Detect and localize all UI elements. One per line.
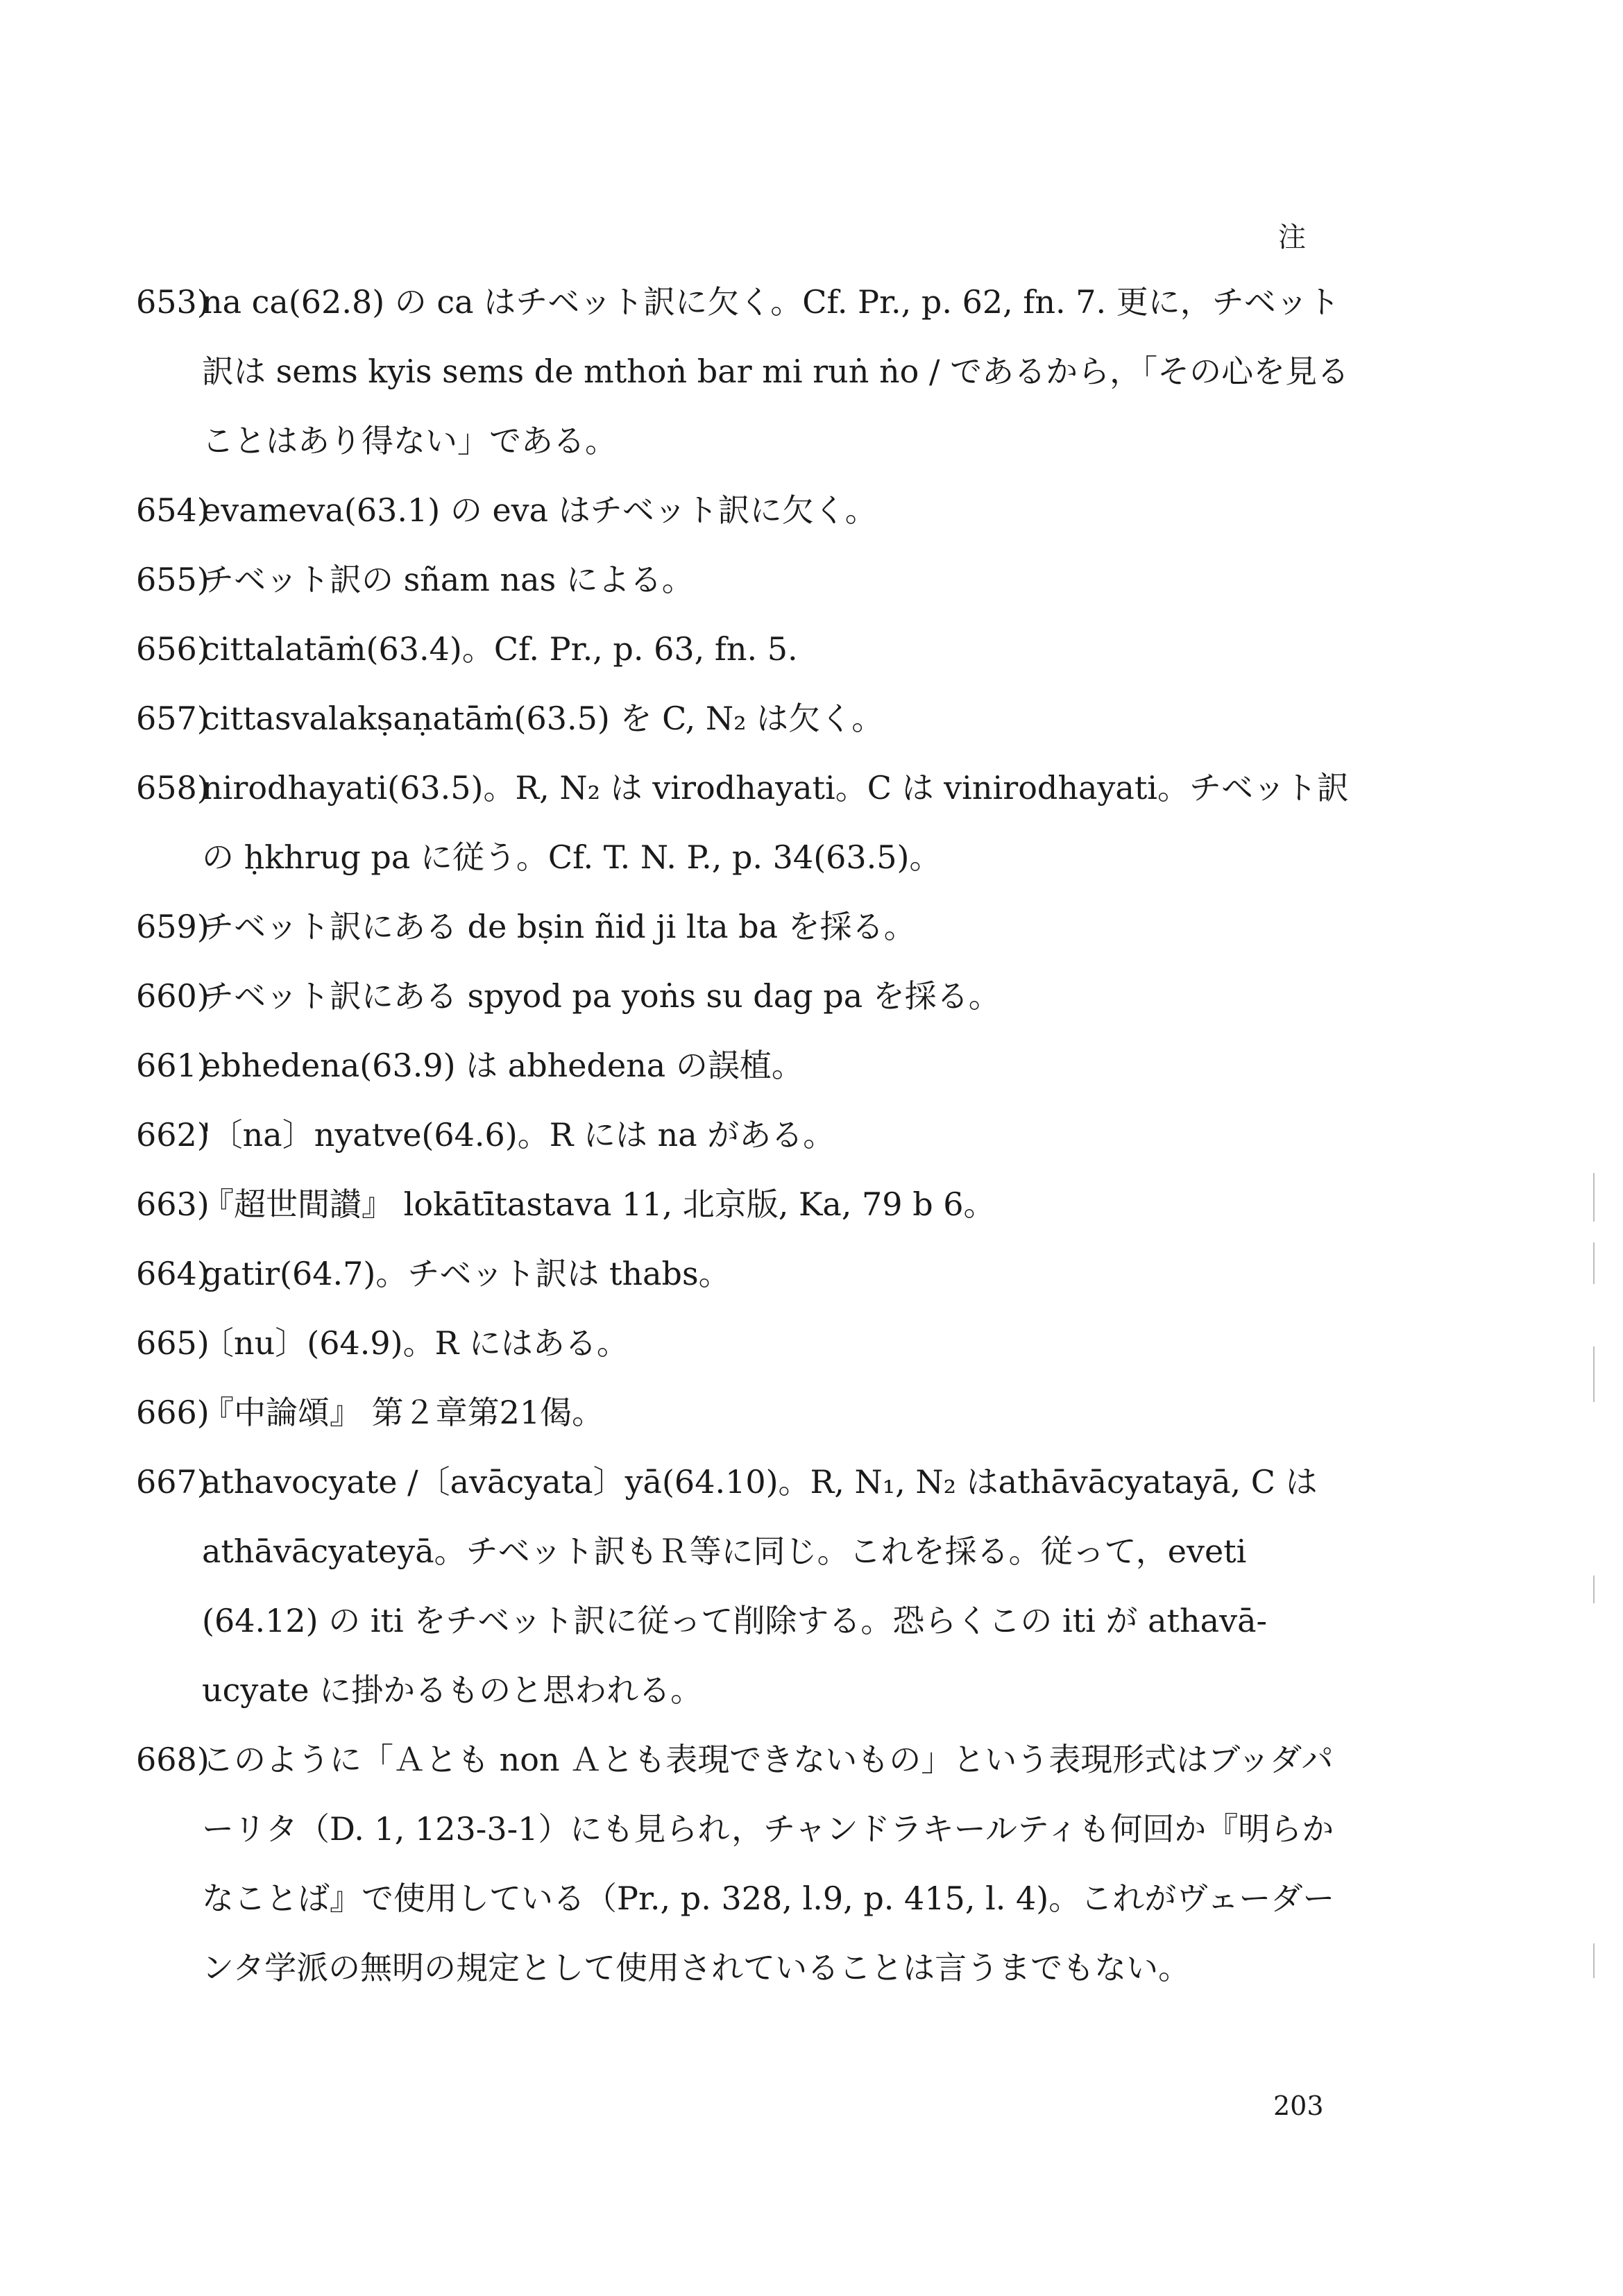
note-text: athavocyate /〔avācyata〕yā(64.10)。R, N₁, N₂ はathāvācyatayā, C は athāvācyateyā。チベット訳もＲ等に同じ。これを採る。従って，eveti (64.12) の iti をチベット訳に従って削除する。恐らくこの iti が athavā-ucyate に掛かるものと思われる。 bbox=[202, 1463, 1318, 1709]
note-number: 665) bbox=[136, 1324, 210, 1362]
scan-artifact bbox=[1593, 1576, 1595, 1603]
running-header: 注 bbox=[1278, 221, 1306, 253]
note-number: 653) bbox=[136, 283, 210, 321]
note-text: チベット訳にある spyod pa yoṅs su dag pa を採る。 bbox=[202, 977, 1001, 1015]
note-text: na ca(62.8) の ca はチベット訳に欠く。Cf. Pr., p. 62, fn. 7. 更に，チベット訳は sems kyis sems de mthoṅ bar mi ruṅ ṅo / であるから，「その心を見ることはあり得ない」である。 bbox=[202, 283, 1350, 459]
note-text: ebhedena(63.9) は abhedena の誤植。 bbox=[202, 1047, 804, 1084]
note-660 bbox=[136, 961, 1357, 1031]
scan-artifact bbox=[1593, 1347, 1595, 1402]
note-number: 664) bbox=[136, 1255, 210, 1292]
note-658 bbox=[136, 753, 1357, 892]
note-number: 655) bbox=[136, 561, 210, 598]
note-653 bbox=[136, 267, 1357, 475]
note-text: 〔nu〕(64.9)。R にはある。 bbox=[202, 1324, 629, 1362]
note-656 bbox=[136, 614, 1357, 684]
note-text: cittasvalakṣaṇatāṁ(63.5) を C, N₂ は欠く。 bbox=[202, 700, 884, 737]
note-text: このように「Ａとも non Ａとも表現できないもの」という表現形式はブッダパーリタ（D. 1, 123-3-1）にも見られ，チャンドラキールティも何回か『明らかなことば』で使用している（Pr., p. 328, l.9, p. 415, l. 4)。これがヴェーダーンタ学派の無明の規定として使用されていることは言うまでもない。 bbox=[202, 1741, 1335, 1986]
note-661 bbox=[136, 1031, 1357, 1100]
note-666 bbox=[136, 1378, 1357, 1447]
note-number: 659) bbox=[136, 908, 210, 945]
note-662 bbox=[136, 1100, 1357, 1170]
note-text: gatir(64.7)。チベット訳は thabs。 bbox=[202, 1255, 731, 1292]
note-number: 667) bbox=[136, 1463, 210, 1501]
note-number: 661) bbox=[136, 1047, 210, 1084]
note-text: 『超世間讃』 lokātītastava 11, 北京版, Ka, 79 b 6。 bbox=[202, 1185, 996, 1223]
note-number: 658) bbox=[136, 769, 210, 807]
note-664 bbox=[136, 1239, 1357, 1308]
note-text: 『中論頌』 第２章第21偈。 bbox=[202, 1394, 604, 1431]
note-665 bbox=[136, 1308, 1357, 1378]
scan-artifact bbox=[1593, 1242, 1595, 1284]
note-text: evameva(63.1) の eva はチベット訳に欠く。 bbox=[202, 491, 877, 529]
note-667 bbox=[136, 1447, 1357, 1725]
note-654 bbox=[136, 475, 1357, 545]
note-number: 668) bbox=[136, 1741, 210, 1778]
note-659 bbox=[136, 892, 1357, 961]
note-number: 660) bbox=[136, 977, 210, 1015]
page-number: 203 bbox=[1273, 2091, 1324, 2121]
note-text: '〔na〕nyatve(64.6)。R には na がある。 bbox=[202, 1116, 835, 1154]
note-text: nirodhayati(63.5)。R, N₂ は virodhayati。C は vinirodhayati。チベット訳の ḥkhrug pa に従う。Cf. T. N. P., p. 34(63.5)。 bbox=[202, 769, 1350, 876]
note-text: cittalatāṁ(63.4)。Cf. Pr., p. 63, fn. 5. bbox=[202, 630, 798, 668]
scan-artifact bbox=[1593, 1173, 1595, 1222]
note-655 bbox=[136, 545, 1357, 614]
note-number: 656) bbox=[136, 630, 210, 668]
note-663 bbox=[136, 1170, 1357, 1239]
note-668 bbox=[136, 1725, 1357, 2002]
note-number: 666) bbox=[136, 1394, 210, 1431]
note-number: 663) bbox=[136, 1185, 210, 1223]
notes-list bbox=[136, 267, 1357, 2002]
note-number: 662) bbox=[136, 1116, 210, 1154]
note-text: チベット訳の sñam nas による。 bbox=[202, 561, 694, 598]
note-text: チベット訳にある de bṣin ñid ji lta ba を採る。 bbox=[202, 908, 916, 945]
note-number: 654) bbox=[136, 491, 210, 529]
note-number: 657) bbox=[136, 700, 210, 737]
scan-artifact bbox=[1593, 1943, 1595, 1978]
note-657 bbox=[136, 684, 1357, 753]
